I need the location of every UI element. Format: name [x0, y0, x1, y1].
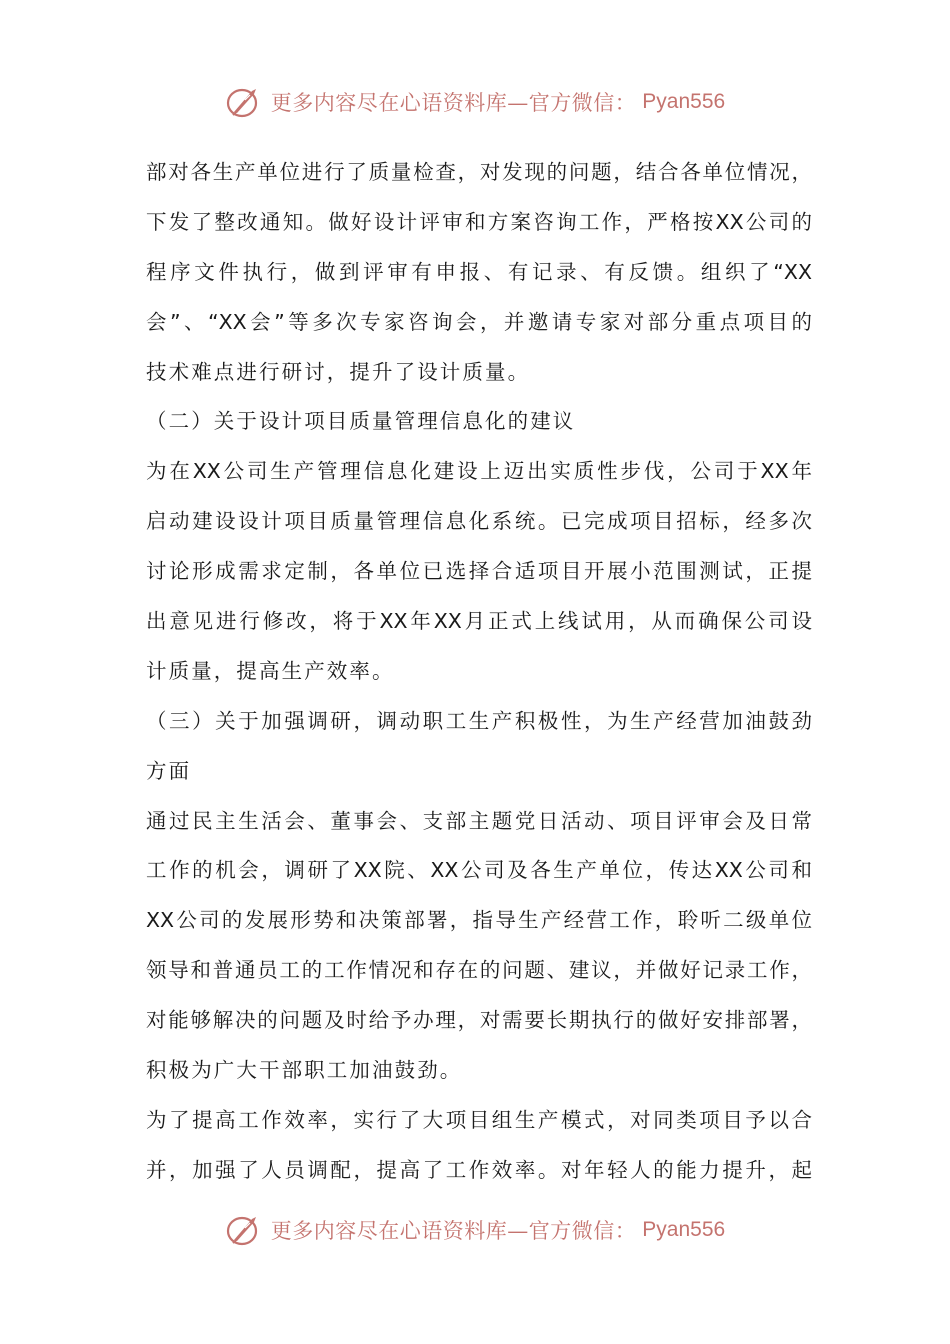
- text-line: 对能够解决的问题及时给予办理，对需要长期执行的做好安排部署，: [146, 1008, 812, 1033]
- text-line: 计质量，提高生产效率。: [146, 658, 395, 683]
- text-line: 通过民主生活会、董事会、支部主题党日活动、项目评审会及日常: [146, 808, 812, 833]
- footer-banner: [0, 1208, 950, 1252]
- text-line: 为在XX公司生产管理信息化建设上迈出实质性步伐，公司于XX年: [146, 459, 812, 484]
- text-line: 出意见进行修改，将于XX年XX月正式上线试用，从而确保公司设: [146, 609, 812, 634]
- header-wechat-id: Pyan556: [642, 90, 726, 113]
- text-line: 程序文件执行，做到评审有申报、有记录、有反馈。组织了“XX: [146, 259, 812, 284]
- text-line: 领导和普通员工的工作情况和存在的问题、建议，并做好记录工作，: [146, 958, 812, 983]
- footer-wechat-id: Pyan556: [642, 1218, 726, 1241]
- text-line: 积极为广大干部职工加油鼓劲。: [146, 1058, 463, 1083]
- header-banner-text: 更多内容尽在心语资料库—官方微信：: [270, 91, 637, 115]
- quill-pen-icon: [225, 1210, 265, 1250]
- text-line: 会”、“XX会”等多次专家咨询会，并邀请专家对部分重点项目的: [146, 309, 812, 334]
- quill-pen-icon: [225, 82, 265, 122]
- text-line: 并，加强了人员调配，提高了工作效率。对年轻人的能力提升，起: [146, 1157, 812, 1182]
- text-line: 工作的机会，调研了XX院、XX公司及各生产单位，传达XX公司和: [146, 858, 812, 883]
- header-banner: [0, 80, 950, 124]
- text-line: 为了提高工作效率，实行了大项目组生产模式，对同类项目予以合: [146, 1107, 812, 1132]
- text-line: 部对各生产单位进行了质量检查，对发现的问题，结合各单位情况，: [146, 160, 812, 184]
- text-line: 技术难点进行研讨，提升了设计质量。: [146, 359, 531, 384]
- text-line: 下发了整改通知。做好设计评审和方案咨询工作，严格按XX公司的: [146, 209, 812, 234]
- document-body: [146, 148, 812, 1196]
- footer-banner-text: 更多内容尽在心语资料库—官方微信：: [270, 1219, 637, 1243]
- text-line: 讨论形成需求定制，各单位已选择合适项目开展小范围测试，正提: [146, 559, 812, 584]
- section-heading-2: （二）关于设计项目质量管理信息化的建议: [146, 409, 576, 434]
- section-heading-3-cont: 方面: [146, 758, 192, 783]
- section-heading-3: （三）关于加强调研，调动职工生产积极性，为生产经营加油鼓劲: [146, 708, 812, 733]
- text-line: 启动建设设计项目质量管理信息化系统。已完成项目招标，经多次: [146, 509, 812, 534]
- text-line: XX公司的发展形势和决策部署，指导生产经营工作，聆听二级单位: [146, 908, 812, 933]
